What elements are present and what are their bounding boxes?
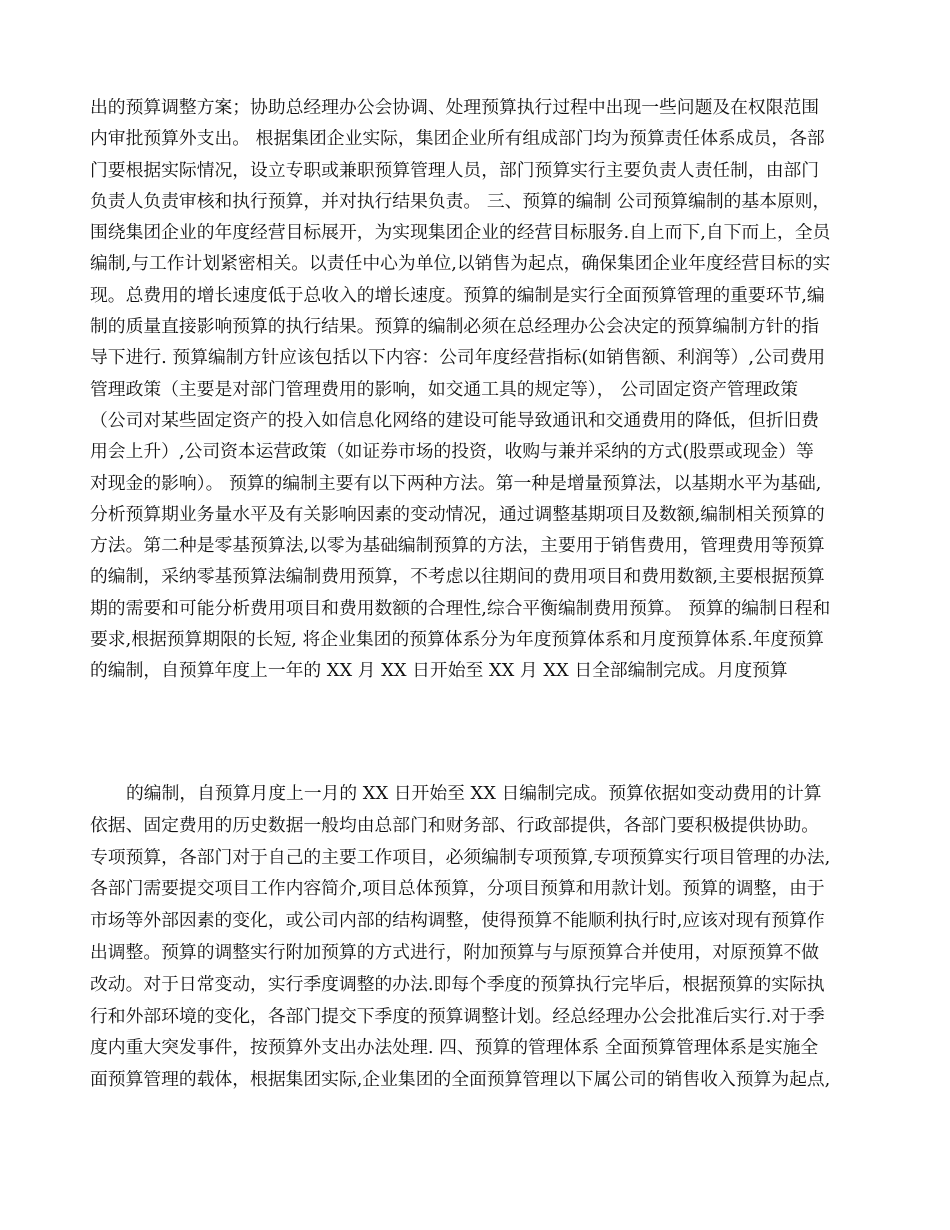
text-line: 导下进行. 预算编制方针应该包括以下内容：公司年度经营指标(如销售额、利润等）,公司费用	[90, 347, 826, 369]
text-line: 专项预算，各部门对于自己的主要工作项目，必须编制专项预算,专项预算实行项目管理的办法,	[90, 846, 831, 868]
text-line: 出的预算调整方案；协助总经理办公会协调、处理预算执行过程中出现一些问题及在权限范围	[90, 97, 820, 118]
text-line: 期的需要和可能分析费用项目和费用数额的合理性,综合平衡编制费用预算。 预算的编制日程和	[90, 597, 831, 619]
text-line: 各部门需要提交项目工作内容简介,项目总体预算，分项目预算和用款计划。预算的调整，由于	[90, 878, 825, 900]
text-line: 用会上升）,公司资本运营政策（如证券市场的投资，收购与兼并采纳的方式(股票或现金）等	[90, 441, 814, 463]
text-line: 门要根据实际情况，设立专职或兼职预算管理人员，部门预算实行主要负责人责任制，由部门	[90, 159, 820, 181]
text-line: 行和外部环境的变化，各部门提交下季度的预算调整计划。经总经理办公会批准后实行.对于季	[90, 1005, 825, 1027]
text-line: 改动。对于日常变动，实行季度调整的办法.即每个季度的预算执行完毕后，根据预算的实际执	[90, 973, 825, 995]
text-line: 出调整。预算的调整实行附加预算的方式进行，附加预算与与原预算合并使用，对原预算不做	[90, 941, 820, 963]
text-line: 编制,与工作计划紧密相关。以责任中心为单位,以销售为起点，确保集团企业年度经营目标的实	[90, 253, 831, 275]
text-line: 制的质量直接影响预算的执行结果。预算的编制必须在总经理办公会决定的预算编制方针的指	[90, 316, 820, 338]
text-line: 方法。第二种是零基预算法,以零为基础编制预算的方法，主要用于销售费用，管理费用等预算	[90, 535, 825, 557]
text-line: 的编制，自预算月度上一月的 XX 日开始至 XX 日编制完成。预算依据如变动费用的计算	[126, 783, 822, 804]
paragraph-block-2	[90, 778, 865, 1096]
text-line: 内审批预算外支出。 根据集团企业实际，集团企业所有组成部门均为预算责任体系成员，各部	[90, 128, 825, 150]
paragraph-block-1	[90, 92, 865, 687]
text-line: 围绕集团企业的年度经营目标展开，为实现集团企业的经营目标服务.自上而下,自下而上，全员	[90, 222, 831, 244]
text-line: 要求,根据预算期限的长短, 将企业集团的预算体系分为年度预算体系和月度预算体系.年度预算	[90, 629, 824, 651]
text-line: 的编制，自预算年度上一年的 XX 月 XX 日开始至 XX 月 XX 日全部编制完成。月度预算	[90, 660, 788, 682]
text-line: （公司对某些固定资产的投入如信息化网络的建设可能导致通讯和交通费用的降低，但折旧费	[90, 409, 820, 431]
text-line: 的编制，采纳零基预算法编制费用预算，不考虑以往期间的费用项目和费用数额,主要根据预算	[90, 566, 825, 588]
text-line: 负责人负责审核和执行预算，并对执行结果负责。 三、预算的编制 公司预算编制的基本原则，	[90, 190, 831, 212]
text-line: 市场等外部因素的变化，或公司内部的结构调整，使得预算不能顺利执行时,应该对现有预算作	[90, 910, 825, 932]
text-line: 现。总费用的增长速度低于总收入的增长速度。预算的编制是实行全面预算管理的重要环节,编	[90, 284, 825, 306]
text-line: 度内重大突发事件，按预算外支出办法处理. 四、预算的管理体系 全面预算管理体系是实施全	[90, 1037, 819, 1059]
text-line: 分析预算期业务量水平及有关影响因素的变动情况，通过调整基期项目及数额,编制相关预算的	[90, 503, 825, 525]
text-line: 面预算管理的载体，根据集团实际,企业集团的全面预算管理以下属公司的销售收入预算为起点,	[90, 1069, 831, 1091]
text-line: 依据、固定费用的历史数据一般均由总部门和财务部、行政部提供，各部门要积极提供协助。	[90, 814, 820, 836]
text-line: 对现金的影响）。 预算的编制主要有以下两种方法。第一种是增量预算法，以基期水平为基础,	[90, 472, 822, 494]
text-line: 管理政策（主要是对部门管理费用的影响，如交通工具的规定等）， 公司固定资产管理政策	[90, 378, 799, 400]
